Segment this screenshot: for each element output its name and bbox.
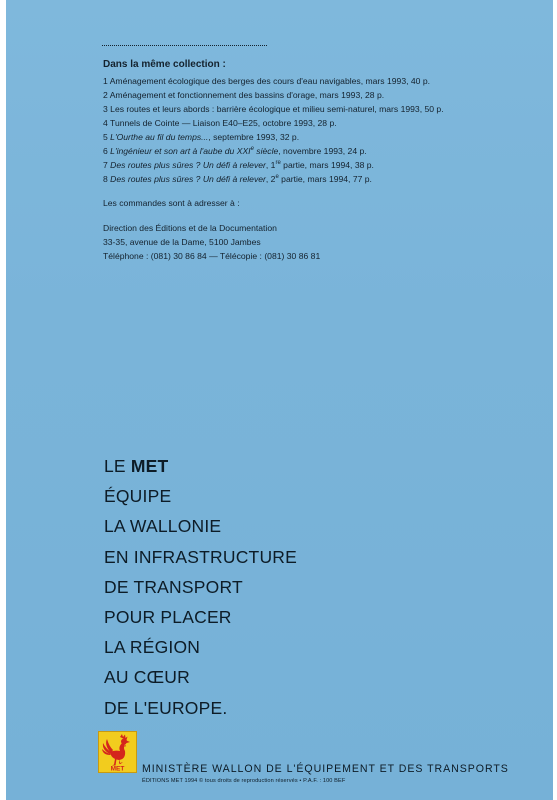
collection-item-3 — [103, 102, 543, 116]
address-block — [103, 221, 543, 263]
collection-item-5 — [103, 130, 543, 144]
collection-item-7 — [103, 158, 543, 172]
item-superscript: e — [250, 146, 254, 152]
slogan-line: DE TRANSPORT — [104, 576, 243, 597]
item-number: 8 — [103, 174, 111, 184]
collection-heading: Dans la même collection : — [103, 59, 226, 70]
item-number: 6 — [103, 146, 111, 156]
item-text: 1 Aménagement écologique des berges des cours d'eau navigables, mars 1993, 40 p. — [103, 76, 430, 86]
slogan — [104, 451, 297, 723]
item-details: , septembre 1993, 32 p. — [208, 132, 300, 142]
slogan-line: EN INFRASTRUCTURE — [104, 546, 297, 567]
item-superscript: re — [275, 160, 281, 166]
collection-section — [103, 58, 543, 263]
logo-label: MET — [110, 765, 125, 772]
slogan-line: POUR PLACER — [104, 607, 232, 628]
item-text: 2 Aménagement et fonctionnement des bassins d'orage, mars 1993, 28 p. — [103, 90, 385, 100]
address-line: 33-35, avenue de la Dame, 5100 Jambes — [103, 237, 261, 247]
back-cover — [6, 0, 553, 800]
collection-item-6 — [103, 144, 543, 158]
item-part: , 1 — [265, 160, 276, 170]
slogan-line-1: LE MET — [104, 456, 169, 476]
collection-item-4 — [103, 116, 543, 130]
item-text: 3 Les routes et leurs abords : barrière écologique et milieu semi-naturel, mars 1993, 50 p. — [103, 104, 444, 114]
ministry-name: MINISTÈRE WALLON DE L'ÉQUIPEMENT ET DES TRANSPORTS — [142, 763, 509, 775]
contact-line: Téléphone : (081) 30 86 84 — Télécopie : (081) 30 86 81 — [103, 251, 321, 261]
item-details: partie, mars 1994, 77 p. — [278, 174, 372, 184]
slogan-line: DE L'EUROPE. — [104, 697, 228, 718]
dotted-rule — [102, 45, 267, 46]
slogan-line: ÉQUIPE — [104, 486, 172, 507]
collection-item-8 — [103, 172, 543, 186]
item-details: partie, mars 1994, 38 p. — [280, 160, 374, 170]
slogan-line: AU CŒUR — [104, 667, 190, 688]
item-superscript: e — [275, 174, 279, 180]
item-title-end: siècle — [253, 146, 279, 156]
slogan-line: LA WALLONIE — [104, 516, 222, 537]
item-text: 4 Tunnels de Cointe — Liaison E40–E25, octobre 1993, 28 p. — [103, 118, 337, 128]
order-note: Les commandes sont à adresser à : — [103, 198, 240, 208]
item-part: , 2 — [265, 174, 276, 184]
item-title: Des routes plus sûres ? Un défi à relever — [110, 160, 266, 170]
collection-item-1 — [103, 74, 543, 88]
met-name: MET — [130, 456, 169, 476]
met-logo — [98, 731, 137, 773]
item-number: 5 — [103, 132, 111, 142]
item-title: L'Ourthe au fil du temps... — [110, 132, 209, 142]
item-title: L'ingénieur et son art à l'aube du XXI — [110, 146, 251, 156]
slogan-line: LA RÉGION — [104, 637, 201, 658]
item-number: 7 — [103, 160, 111, 170]
item-title: Des routes plus sûres ? Un défi à relever — [110, 174, 266, 184]
rooster-icon — [99, 732, 136, 772]
item-details: , novembre 1993, 24 p. — [278, 146, 367, 156]
address-line: Direction des Éditions et de la Documentation — [103, 223, 277, 233]
copyright-footer: ÉDITIONS MET 1994 © tous droits de reproduction réservés • P.A.F. : 100 BEF — [142, 778, 346, 784]
collection-item-2 — [103, 88, 543, 102]
